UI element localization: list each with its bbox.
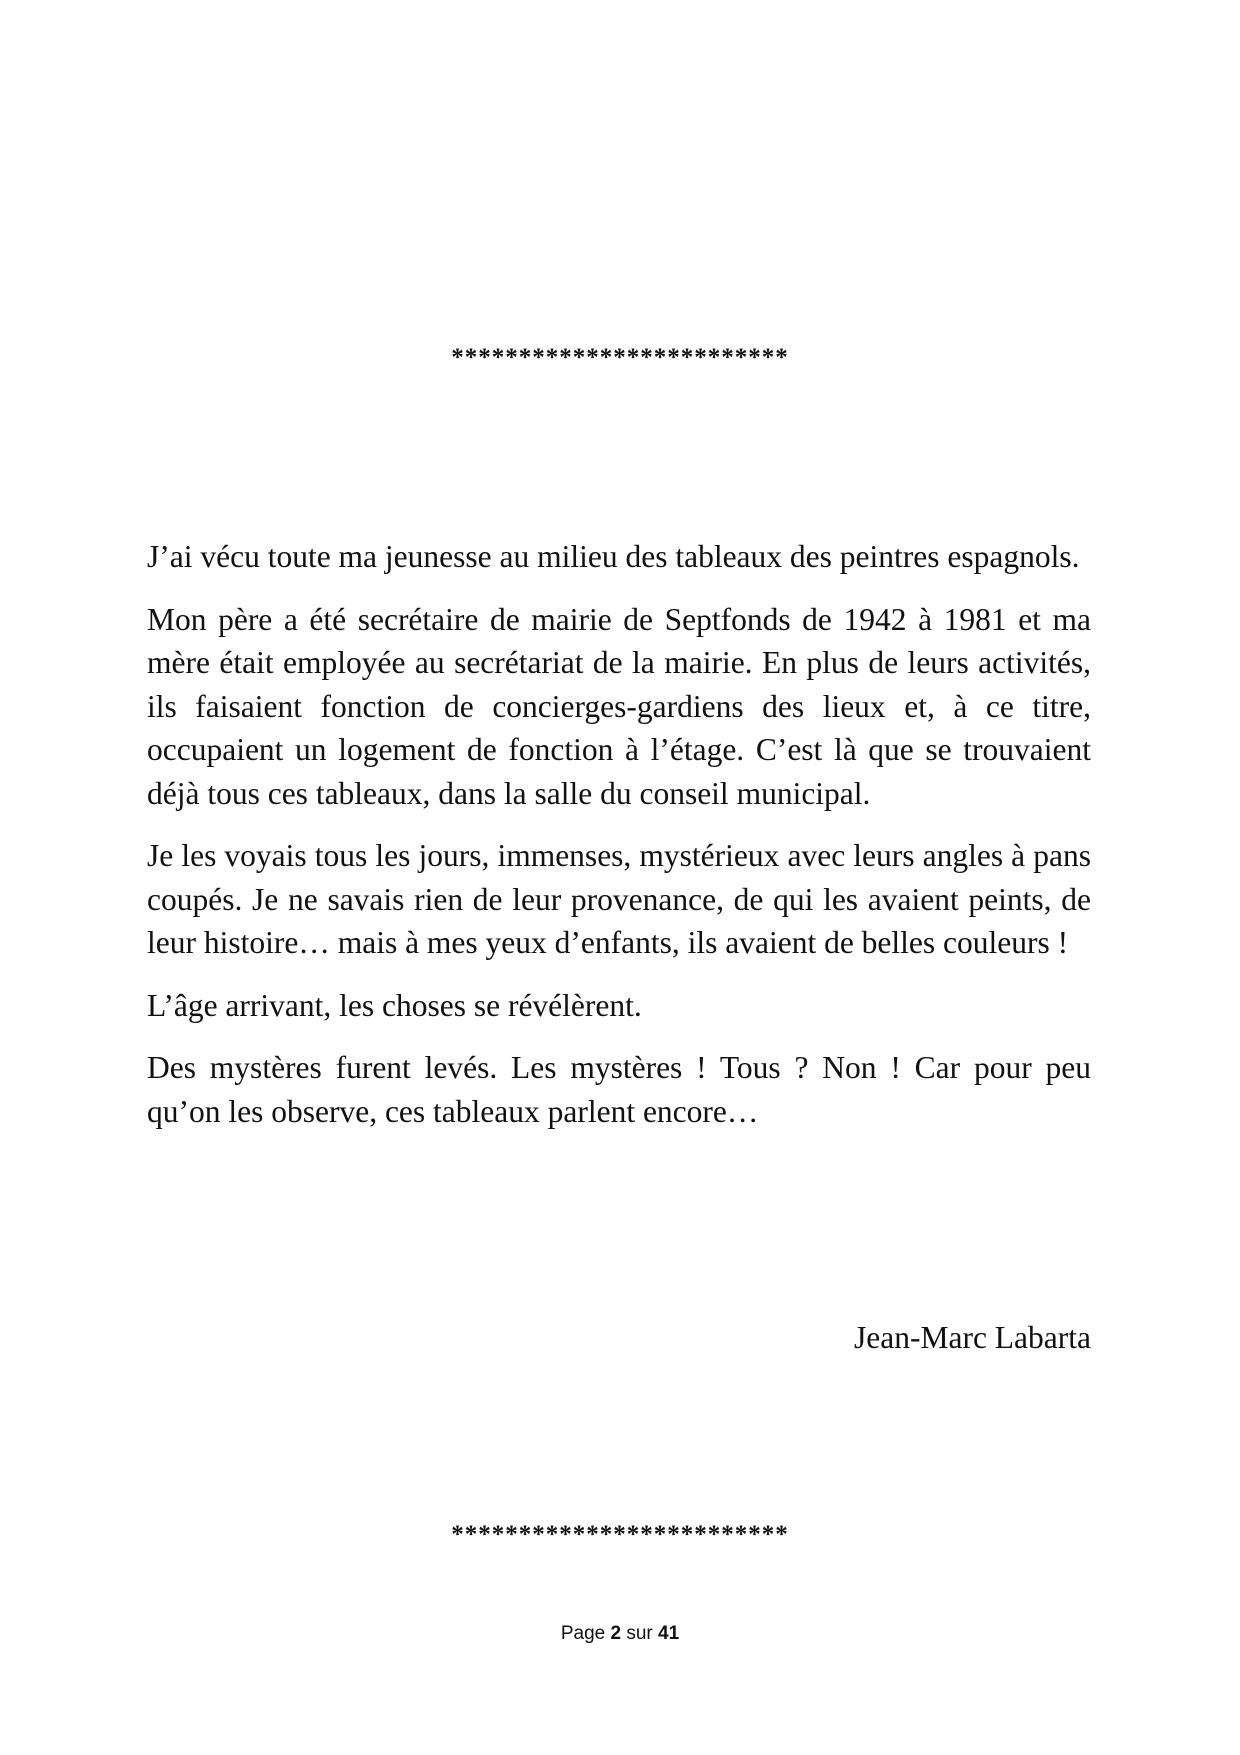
of-label: sur — [626, 1623, 653, 1644]
paragraph-4: L’âge arrivant, les choses se révélèrent. — [147, 987, 642, 1023]
body-text — [147, 535, 1091, 1152]
total-pages-number: 41 — [658, 1623, 680, 1644]
paragraph-1: J’ai vécu toute ma jeunesse au milieu des tableaux des peintres espagnols. — [147, 539, 1080, 574]
paragraph-2: Mon père a été secrétaire de mairie de Septfonds de 1942 à 1981 et ma mère était employée au secrétariat de la mairie. En plus de leurs activités, ils faisaient fonction de concierges-gardiens des lieux et, à ce titre, occupaient un logement de fonction à l’étage. C’est là que se trouvaient déjà tous ces tableaux, dans la salle du conseil municipal. — [147, 601, 1091, 811]
bottom-separator: ************************* — [451, 1521, 789, 1548]
top-separator: ************************* — [451, 344, 789, 371]
paragraph-5: Des mystères furent levés. Les mystères ! Tous ? Non ! Car pour peu qu’on les observe, ces tableaux parlent encore… — [147, 1050, 1091, 1129]
page-label: Page — [560, 1623, 606, 1644]
author-signature: Jean-Marc Labarta — [854, 1320, 1091, 1355]
paragraph-3: Je les voyais tous les jours, immenses, mystérieux avec leurs angles à pans coupés. Je ne savais rien de leur provenance, de qui les avaient peints, de leur histoire… mais à mes yeux d’enfants, ils avaient de belles couleurs ! — [147, 838, 1091, 960]
current-page-number: 2 — [610, 1623, 622, 1644]
page-number-footer — [0, 1622, 1240, 1646]
